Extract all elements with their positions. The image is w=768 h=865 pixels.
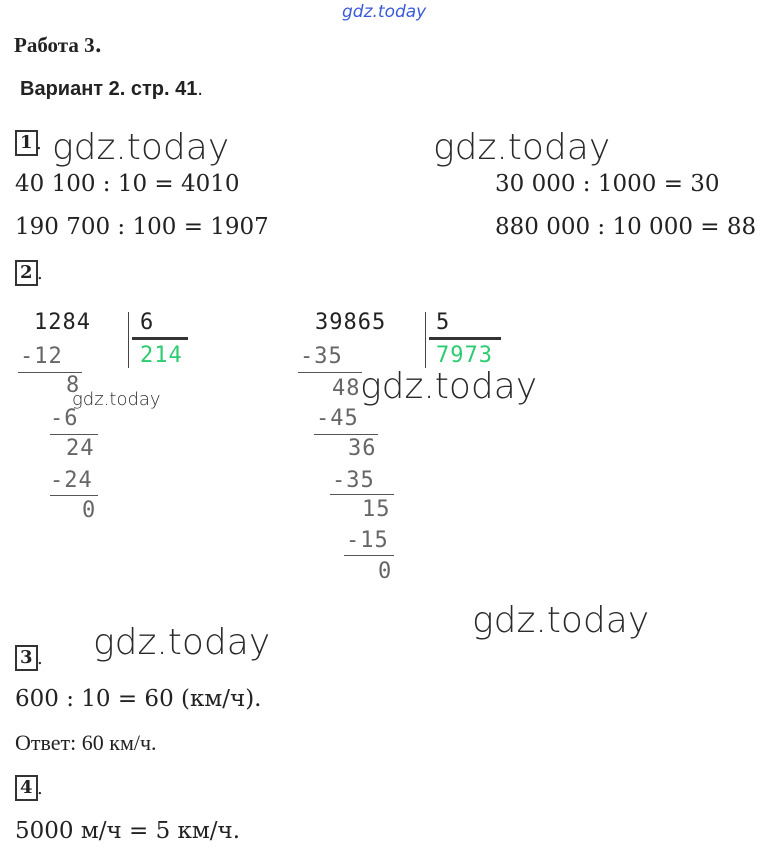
division-step: -45 <box>316 406 359 431</box>
division-bar <box>425 312 426 368</box>
division-step: -24 <box>50 468 93 493</box>
divisor: 5 <box>436 310 451 335</box>
task-3-dot: . <box>37 648 43 669</box>
division-step: -15 <box>346 528 389 553</box>
watermark: gdz.today <box>52 127 230 168</box>
watermark-small: gdz.today <box>72 389 161 410</box>
division-rule <box>50 495 98 496</box>
watermark: gdz.today <box>472 600 650 641</box>
variant-heading-dot: . <box>197 78 203 100</box>
variant-heading-text: Вариант 2. стр. 41 <box>20 78 198 100</box>
divisor-underline <box>429 337 501 340</box>
watermark-top: gdz.today <box>342 2 427 22</box>
page-title-dot: . <box>94 32 102 57</box>
divisor-underline <box>132 337 188 340</box>
quotient: 214 <box>140 343 183 368</box>
page-title-text: Работа 3 <box>14 33 95 57</box>
watermark: gdz.today <box>433 127 611 168</box>
task-3-solution: 600 : 10 = 60 (км/ч). <box>15 686 262 712</box>
task-1-dot: . <box>36 133 42 154</box>
watermark: gdz.today <box>93 622 271 663</box>
division-step: -35 <box>332 468 375 493</box>
task-4-solution: 5000 м/ч = 5 км/ч. <box>15 818 241 844</box>
division-bar <box>128 312 129 368</box>
division-rule <box>344 555 394 556</box>
task-3-number: 3 <box>15 645 38 671</box>
task-4-number: 4 <box>15 775 38 801</box>
task-3-answer: Ответ: 60 км/ч. <box>15 730 157 755</box>
division-step: -35 <box>300 344 343 369</box>
task-1-equation: 190 700 : 100 = 1907 <box>15 214 269 240</box>
division-step: 15 <box>362 497 391 522</box>
division-step: 0 <box>82 498 97 523</box>
division-rule <box>50 434 98 435</box>
task-1-equation: 30 000 : 1000 = 30 <box>495 171 720 197</box>
page-title <box>14 32 102 58</box>
division-step: 8 <box>66 373 81 398</box>
division-rule <box>330 494 394 495</box>
task-4-dot: . <box>37 778 43 799</box>
divisor: 6 <box>140 310 155 335</box>
division-step: 48 <box>332 376 361 401</box>
division-step: -6 <box>50 406 79 431</box>
task-1-equation: 880 000 : 10 000 = 88 <box>495 214 757 240</box>
division-rule <box>314 434 378 435</box>
task-1-number: 1 <box>15 130 38 156</box>
task-1-equation: 40 100 : 10 = 4010 <box>15 171 240 197</box>
division-step: 0 <box>378 559 393 584</box>
division-step: 36 <box>348 436 377 461</box>
division-step: -12 <box>20 344 63 369</box>
watermark: gdz.today <box>360 366 538 407</box>
dividend: 39865 <box>315 310 387 335</box>
variant-heading <box>20 78 203 101</box>
task-2-number: 2 <box>15 260 38 286</box>
division-step: 24 <box>66 436 95 461</box>
quotient: 7973 <box>436 343 493 368</box>
division-rule <box>298 372 362 373</box>
dividend: 1284 <box>34 310 91 335</box>
task-2-dot: . <box>37 263 43 284</box>
